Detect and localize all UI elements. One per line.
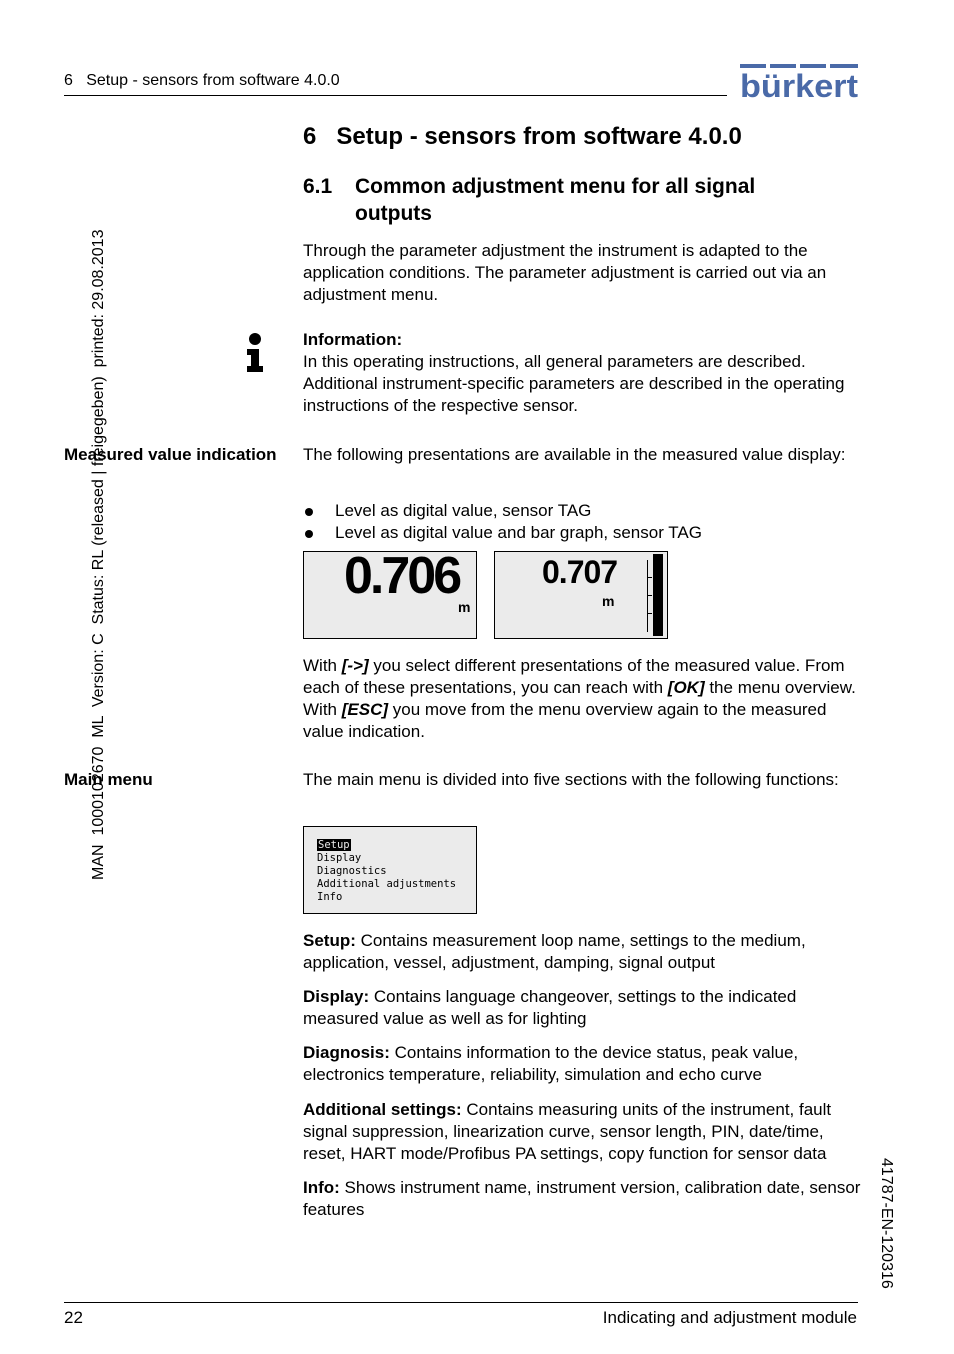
header-rule (64, 95, 727, 96)
lcd-value-bar-graph (494, 551, 668, 639)
bar-graph-scale (647, 560, 653, 632)
lcd-unit: m (602, 593, 615, 609)
list-item: Level as digital value, sensor TAG (303, 500, 863, 522)
main-menu-label: Main menu (64, 770, 153, 789)
subsection-title: Common adjustment menu for all signal outputs (355, 175, 756, 225)
menu-item-info[interactable]: Info (317, 891, 343, 903)
bar-graph-fill (653, 554, 663, 636)
description-diagnosis: Diagnosis: Contains information to the device status, peak value, electronics temperature, reliability, simulation and echo curve (303, 1043, 803, 1084)
presentation-list (303, 500, 863, 544)
description-info: Info: Shows instrument name, instrument version, calibration date, sensor features (303, 1178, 866, 1219)
logo-text: bürkert (740, 68, 858, 100)
measured-value-text: The following presentations are available in the measured value display: (303, 445, 846, 464)
document-status-vertical: MAN 1000102670 ML Version: C Status: RL (released | freigegeben) printed: 29.08.2013 (90, 229, 107, 880)
list-item: Level as digital value and bar graph, sensor TAG (303, 522, 863, 544)
menu-item-display[interactable]: Display (317, 852, 362, 864)
lcd-value: 0.706 (344, 551, 460, 605)
description-term: Additional settings: (303, 1100, 462, 1119)
lcd-value: 0.707 (542, 554, 618, 590)
footer-rule (64, 1302, 858, 1303)
menu-item-diagnostics[interactable]: Diagnostics (317, 865, 387, 877)
description-term: Info: (303, 1178, 340, 1197)
bar-graph (653, 554, 663, 636)
information-text: In this operating instructions, all general parameters are described. Additional instrument-specific parameters are described in the operating instructions of the respective sensor. (303, 352, 845, 415)
main-menu-text: The main menu is divided into five sections with the following functions: (303, 770, 839, 789)
page-number: 22 (64, 1308, 83, 1327)
lcd-main-menu (303, 826, 477, 914)
description-term: Display: (303, 987, 370, 1006)
footer-title: Indicating and adjustment module (602, 1308, 857, 1327)
document-code-vertical: 41787-EN-120316 (878, 1158, 895, 1289)
navigation-paragraph: With [->] you select different presentations of the measured value. From each of these presentations, you can reach with [OK] the menu overview. With [ESC] you move from the menu overview again to the measured value indication. (303, 656, 861, 741)
key-esc: [ESC] (341, 700, 389, 719)
subsection-number: 6.1 (303, 175, 333, 198)
information-icon (245, 333, 265, 373)
description-setup: Setup: Contains measurement loop name, settings to the medium, application, vessel, adjustment, damping, signal output (303, 931, 811, 972)
key-ok: [OK] (667, 678, 705, 697)
menu-list (317, 839, 456, 904)
description-additional-settings: Additional settings: Contains measuring units of the instrument, fault signal suppression, linearization curve, sensor length, PIN, date/time, reset, HART mode/Profibus PA settings, copy function for sensor data (303, 1100, 836, 1163)
running-header: 6 Setup - sensors from software 4.0.0 (64, 72, 340, 89)
description-term: Diagnosis: (303, 1043, 390, 1062)
page-title: 6 Setup - sensors from software 4.0.0 (303, 123, 742, 150)
lcd-digital-value (303, 551, 477, 639)
information-heading: Information: (303, 330, 403, 349)
lcd-unit: m (458, 599, 471, 615)
menu-item-setup[interactable]: Setup (318, 839, 350, 851)
description-term: Setup: (303, 931, 356, 950)
description-display: Display: Contains language changeover, settings to the indicated measured value as well as for lighting (303, 987, 802, 1028)
key-arrow: [->] (341, 656, 369, 675)
burkert-logo (740, 64, 858, 100)
measured-value-label: Measured value indication (64, 445, 277, 464)
menu-item-additional-adjustments[interactable]: Additional adjustments (317, 878, 457, 890)
subsection-heading (303, 173, 823, 227)
intro-paragraph: Through the parameter adjustment the instrument is adapted to the application conditions. The parameter adjustment is carried out via an adjustment menu. (303, 241, 827, 304)
